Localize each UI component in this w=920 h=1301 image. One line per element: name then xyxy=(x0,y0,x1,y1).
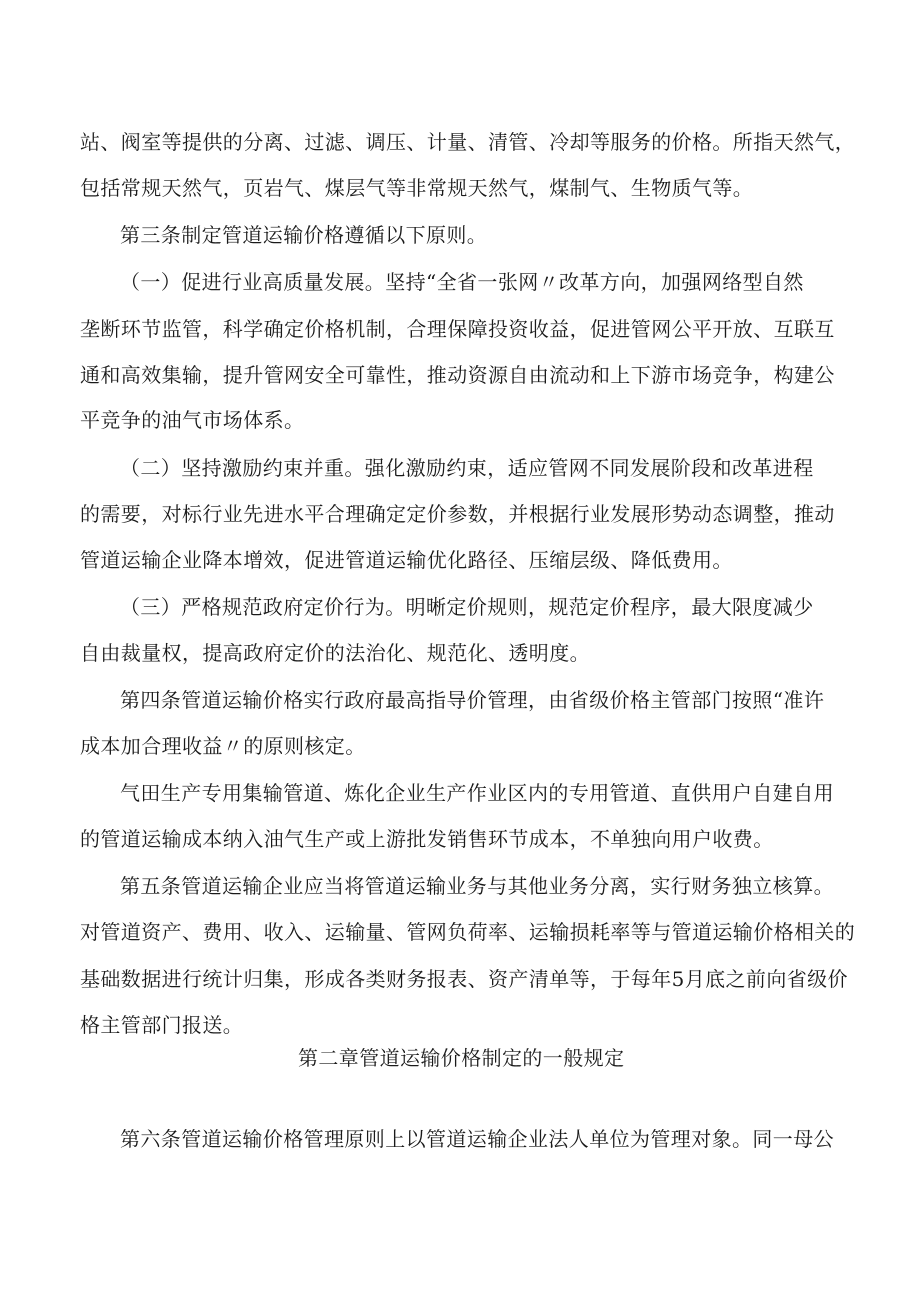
body-text-line: 格主管部门报送。 xyxy=(80,1013,244,1037)
principle-2-line: （二）坚持激励约束并重。强化激励约束，适应管网不同发展阶段和改革进程 xyxy=(120,456,814,480)
body-text-line: 包括常规天然气，页岩气、煤层气等非常规天然气，煤制气、生物质气等。 xyxy=(80,176,754,200)
principle-1-line: （一）促进行业高质量发展。坚持“全省一张网〃改革方向，加强网络型自然 xyxy=(120,270,804,294)
body-text-line: 对管道资产、费用、收入、运输量、管网负荷率、运输损耗率等与管道运输价格相关的 xyxy=(80,920,856,944)
article-4-line: 第四条管道运输价格实行政府最高指导价管理，由省级价格主管部门按照“准许 xyxy=(120,688,825,712)
body-text-line: 的管道运输成本纳入油气生产或上游批发销售环节成本，不单独向用户收费。 xyxy=(80,827,774,851)
body-text-line: 通和高效集输，提升管网安全可靠性，推动资源自由流动和上下游市场竞争，构建公 xyxy=(80,363,835,387)
chapter-heading: 第二章管道运输价格制定的一般规定 xyxy=(298,1046,625,1070)
body-text-line: 基础数据进行统计归集，形成各类财务报表、资产清单等，于每年5月底之前向省级价 xyxy=(80,967,848,991)
body-text-line: 管道运输企业降本增效，促进管道运输优化路径、压缩层级、降低费用。 xyxy=(80,548,733,572)
body-text-line: 自由裁量权，提高政府定价的法治化、规范化、透明度。 xyxy=(80,641,590,665)
body-text-line: 平竞争的油气市场体系。 xyxy=(80,408,305,432)
body-text-line: 垄断环节监管，科学确定价格机制，合理保障投资收益，促进管网公平开放、互联互 xyxy=(80,317,835,341)
body-text-line: 气田生产专用集输管道、炼化企业生产作业区内的专用管道、直供用户自建自用 xyxy=(120,781,834,805)
article-5-line: 第五条管道运输企业应当将管道运输业务与其他业务分离，实行财务独立核算。 xyxy=(120,874,834,898)
article-6-line: 第六条管道运输价格管理原则上以管道运输企业法人单位为管理对象。同一母公 xyxy=(120,1127,834,1151)
body-text-line: 成本加合理收益〃的原则核定。 xyxy=(80,734,366,758)
body-text-line: 站、阀室等提供的分离、过滤、调压、计量、清管、冷却等服务的价格。所指天然气， xyxy=(80,130,856,154)
body-text-line: 的需要，对标行业先进水平合理确定定价参数，并根据行业发展形势动态调整，推动 xyxy=(80,502,835,526)
principle-3-line: （三）严格规范政府定价行为。明晰定价规则，规范定价程序，最大限度减少 xyxy=(120,595,814,619)
article-3-heading: 第三条制定管道运输价格遵循以下原则。 xyxy=(120,223,488,247)
